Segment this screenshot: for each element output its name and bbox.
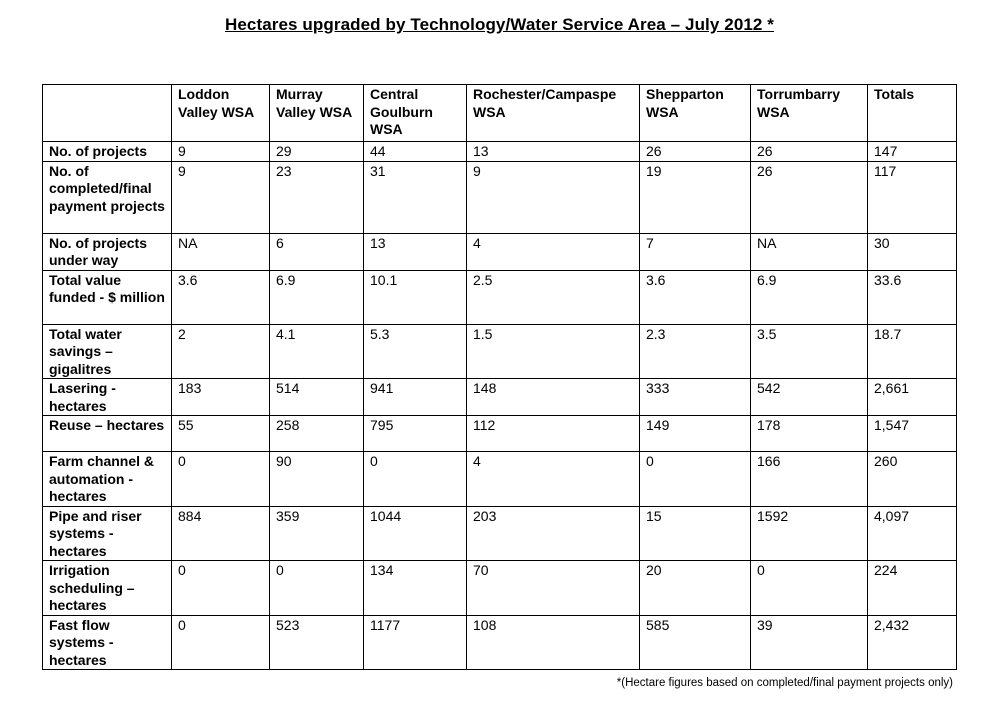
table-cell: 9 [172,161,270,233]
table-cell: 183 [172,379,270,416]
table-cell: 29 [270,142,364,162]
table-cell: 30 [868,233,957,270]
table-cell: 90 [270,452,364,507]
table-cell: 26 [751,161,868,233]
table-cell: 1.5 [467,324,640,379]
table-row [43,324,957,379]
table-cell: 6 [270,233,364,270]
table-cell: 166 [751,452,868,507]
row-label: Reuse – hectares [43,416,172,452]
table-cell: 26 [640,142,751,162]
table-cell: 514 [270,379,364,416]
row-label: Irrigation scheduling – hectares [43,561,172,616]
table-cell: 149 [640,416,751,452]
table-cell: 0 [751,561,868,616]
table-cell: 3.6 [172,270,270,324]
table-cell: 108 [467,615,640,670]
column-header: Central Goulburn WSA [364,85,467,142]
table-cell: 147 [868,142,957,162]
table-cell: 23 [270,161,364,233]
table-cell: 13 [364,233,467,270]
table-cell: 70 [467,561,640,616]
table-row [43,561,957,616]
table-cell: 0 [172,615,270,670]
column-header: Rochester/Campaspe WSA [467,85,640,142]
table-cell: 941 [364,379,467,416]
table-cell: 19 [640,161,751,233]
table-cell: 2.3 [640,324,751,379]
table-cell: 9 [172,142,270,162]
column-header: Torrumbarry WSA [751,85,868,142]
row-label: No. of projects under way [43,233,172,270]
table-cell: 795 [364,416,467,452]
table-cell: 4 [467,233,640,270]
column-header [43,85,172,142]
footnote: *(Hectare figures based on completed/final payment projects only) [616,677,953,689]
table-cell: 13 [467,142,640,162]
table-header-row [43,85,957,142]
table-row [43,506,957,561]
table-cell: 1,547 [868,416,957,452]
row-label: Lasering - hectares [43,379,172,416]
row-label: Total value funded - $ million [43,270,172,324]
column-header: Loddon Valley WSA [172,85,270,142]
table-cell: 10.1 [364,270,467,324]
table-cell: 542 [751,379,868,416]
row-label: No. of completed/final payment projects [43,161,172,233]
table-cell: 260 [868,452,957,507]
table-cell: 3.6 [640,270,751,324]
table-cell: 20 [640,561,751,616]
data-table [42,84,957,670]
table-cell: 1044 [364,506,467,561]
table-row [43,142,957,162]
table-cell: 2,432 [868,615,957,670]
table-cell: 333 [640,379,751,416]
table-cell: 1592 [751,506,868,561]
column-header: Murray Valley WSA [270,85,364,142]
table-cell: 1177 [364,615,467,670]
table-cell: 26 [751,142,868,162]
table-cell: 117 [868,161,957,233]
table-cell: NA [172,233,270,270]
table-cell: 2,661 [868,379,957,416]
row-label: Pipe and riser systems - hectares [43,506,172,561]
table-cell: 4 [467,452,640,507]
table-cell: 258 [270,416,364,452]
row-label: Total water savings – gigalitres [43,324,172,379]
table-cell: 523 [270,615,364,670]
table-cell: 4,097 [868,506,957,561]
table-cell: 3.5 [751,324,868,379]
table-cell: 0 [364,452,467,507]
table-cell: NA [751,233,868,270]
table-cell: 18.7 [868,324,957,379]
table-row [43,379,957,416]
table-cell: 4.1 [270,324,364,379]
table-row [43,161,957,233]
table-cell: 178 [751,416,868,452]
table-row [43,615,957,670]
table-cell: 203 [467,506,640,561]
table-cell: 2.5 [467,270,640,324]
row-label: Fast flow systems - hectares [43,615,172,670]
table-cell: 2 [172,324,270,379]
table-cell: 39 [751,615,868,670]
table-cell: 15 [640,506,751,561]
table-cell: 134 [364,561,467,616]
page-title: Hectares upgraded by Technology/Water Service Area – July 2012 * [224,15,775,34]
table-row [43,233,957,270]
table-cell: 112 [467,416,640,452]
column-header: Shepparton WSA [640,85,751,142]
row-label: Farm channel & automation - hectares [43,452,172,507]
table-cell: 359 [270,506,364,561]
table-cell: 0 [172,452,270,507]
table-cell: 224 [868,561,957,616]
table-cell: 7 [640,233,751,270]
table-cell: 44 [364,142,467,162]
table-cell: 585 [640,615,751,670]
table-row [43,452,957,507]
table-cell: 5.3 [364,324,467,379]
table-cell: 0 [640,452,751,507]
row-label: No. of projects [43,142,172,162]
table-cell: 6.9 [270,270,364,324]
table-cell: 148 [467,379,640,416]
table-cell: 0 [270,561,364,616]
table-cell: 884 [172,506,270,561]
table-cell: 31 [364,161,467,233]
table-cell: 33.6 [868,270,957,324]
table-cell: 6.9 [751,270,868,324]
column-header: Totals [868,85,957,142]
table-row [43,416,957,452]
table-row [43,270,957,324]
table-cell: 0 [172,561,270,616]
table-cell: 55 [172,416,270,452]
table-cell: 9 [467,161,640,233]
